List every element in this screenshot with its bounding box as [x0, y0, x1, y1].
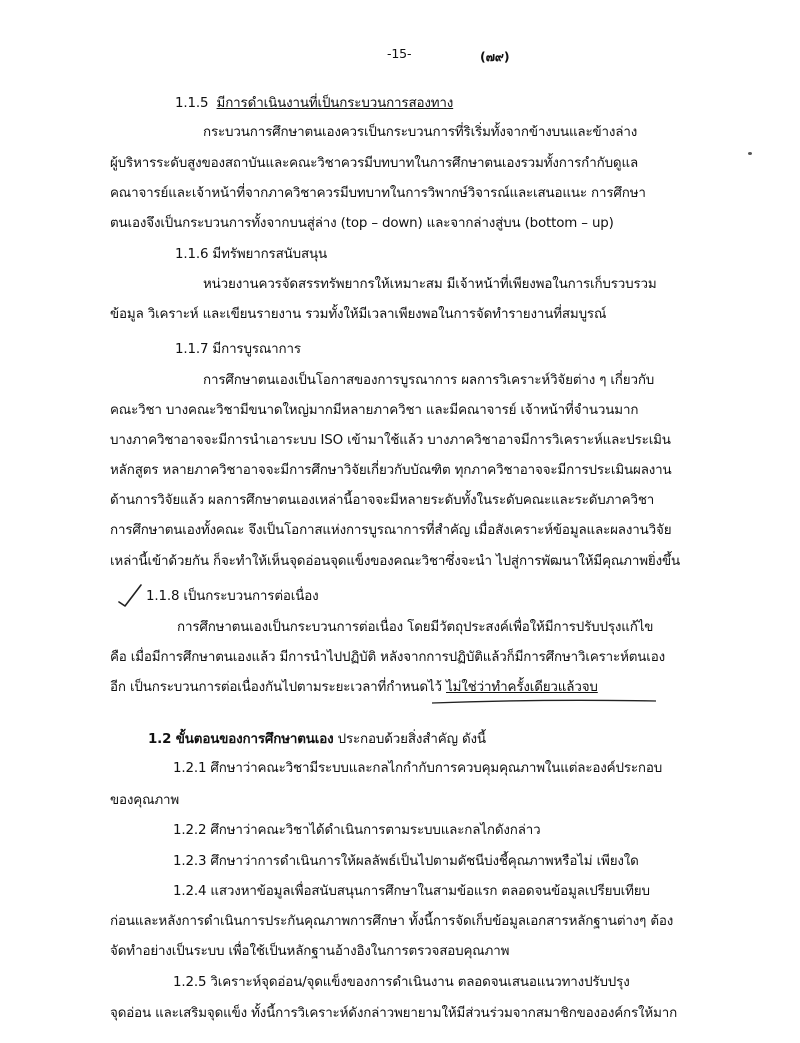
text-line [110, 679, 598, 697]
section-1-2-subtitle: ประกอบด้วยสิ่งสำคัญ ดังนี้ [333, 732, 486, 747]
section-1-2-heading [148, 731, 486, 749]
section-1-2-title: 1.2 ขั้นตอนของการศึกษาตนเอง [148, 732, 334, 747]
text-line: จัดทำอย่างเป็นระบบ เพื่อใช้เป็นหลักฐานอ้างอิงในการตรวจสอบคุณภาพ [110, 944, 510, 959]
text-line: การศึกษาตนเองเป็นกระบวนการต่อเนื่อง โดยมีวัตถุประสงค์เพื่อให้มีการปรับปรุงแก้ไข [177, 620, 654, 635]
text-line: 1.2.2 ศึกษาว่าคณะวิชาได้ดำเนินการตามระบบและกลไกดังกล่าว [173, 823, 541, 838]
text-line: การศึกษาตนเองเป็นโอกาสของการบูรณาการ ผลการวิเคราะห์วิจัยต่าง ๆ เกี่ยวกับ [203, 373, 655, 388]
text-line: คือ เมื่อมีการศึกษาตนเองแล้ว มีการนำไปปฏิบัติ หลังจากการปฏิบัติแล้วก็มีการศึกษาวิเคราะห์ตนเอง [110, 650, 666, 665]
text-line: กระบวนการศึกษาตนเองควรเป็นกระบวนการที่ริเริ่มทั้งจากข้างบนและข้างล่าง [203, 125, 638, 140]
text-line: ของคุณภาพ [110, 793, 180, 808]
text-line: ก่อนและหลังการดำเนินการประกันคุณภาพการศึกษา ทั้งนี้การจัดเก็บข้อมูลเอกสารหลักฐานต่างๆ ต้อง [110, 914, 674, 929]
thai-page-number: (๗๙) [480, 49, 510, 64]
section-title: มีการดำเนินงานที่เป็นกระบวนการสองทาง [216, 96, 454, 111]
text-line: 1.2.1 ศึกษาว่าคณะวิชามีระบบและกลไกกำกับการควบคุมคุณภาพในแต่ละองค์ประกอบ [173, 761, 663, 776]
section-1-1-5-heading [175, 95, 453, 113]
section-number: 1.1.5 [175, 96, 209, 111]
text-line: คณาจารย์และเจ้าหน้าที่จากภาควิชาควรมีบทบาทในการวิพากษ์วิจารณ์และเสนอแนะ การศึกษา [110, 186, 646, 201]
check-mark-icon [117, 582, 143, 608]
section-1-1-8-heading: 1.1.8 เป็นกระบวนการต่อเนื่อง [146, 589, 319, 604]
text-line: 1.2.5 วิเคราะห์จุดอ่อน/จุดแข็งของการดำเนินงาน ตลอดจนเสนอแนวทางปรับปรุง [173, 975, 630, 990]
text-line: เหล่านี้เข้าด้วยกัน ก็จะทำให้เห็นจุดอ่อนจุดแข็งของคณะวิชาซึ่งจะนำ ไปสู่การพัฒนาให้มีคุณภาพยิ่งขึ้น [110, 554, 680, 569]
scan-speck [748, 152, 752, 155]
text-line: คณะวิชา บางคณะวิชามีขนาดใหญ่มากมีหลายภาควิชา และมีคณาจารย์ เจ้าหน้าที่จำนวนมาก [110, 403, 639, 418]
text-line: ตนเองจึงเป็นกระบวนการทั้งจากบนสู่ล่าง (top – down) และจากล่างสู่บน (bottom – up) [110, 216, 614, 231]
text-line: ผู้บริหารระดับสูงของสถาบันและคณะวิชาควรมีบทบาทในการศึกษาตนเองรวมทั้งการกำกับดูแล [110, 156, 639, 171]
text-line: จุดอ่อน และเสริมจุดแข็ง ทั้งนี้การวิเคราะห์ดังกล่าวพยายามให้มีส่วนร่วมจากสมาชิกขององค์กรให้มาก [110, 1006, 678, 1021]
text-line: ด้านการวิจัยแล้ว ผลการศึกษาตนเองเหล่านี้อาจจะมีหลายระดับทั้งในระดับคณะและระดับภาควิชา [110, 493, 655, 508]
text-segment: อีก เป็นกระบวนการต่อเนื่องกันไปตามระยะเวลาที่กำหนดไว้ [110, 680, 446, 695]
section-1-1-7-heading: 1.1.7 มีการบูรณาการ [175, 342, 301, 357]
text-line: 1.2.3 ศึกษาว่าการดำเนินการให้ผลลัพธ์เป็นไปตามดัชนีบ่งชี้คุณภาพหรือไม่ เพียงใด [173, 854, 639, 869]
text-line: บางภาควิชาอาจจะมีการนำเอาระบบ ISO เข้ามาใช้แล้ว บางภาควิชาอาจมีการวิเคราะห์และประเมิน [110, 433, 671, 448]
handwritten-underline [430, 696, 660, 708]
text-line: หน่วยงานควรจัดสรรทรัพยากรให้เหมาะสม มีเจ้าหน้าที่เพียงพอในการเก็บรวบรวม [203, 277, 657, 292]
underlined-phrase: ไม่ใช่ว่าทำครั้งเดียวแล้วจบ [446, 680, 598, 695]
page-number: -15- [387, 46, 412, 61]
text-line: หลักสูตร หลายภาควิชาอาจจะมีการศึกษาวิจัยเกี่ยวกับบัณฑิต ทุกภาควิชาอาจจะมีการประเมินผลงาน [110, 463, 672, 478]
section-1-1-6-heading: 1.1.6 มีทรัพยากรสนับสนุน [175, 247, 327, 262]
text-line: 1.2.4 แสวงหาข้อมูลเพื่อสนับสนุนการศึกษาในสามข้อแรก ตลอดจนข้อมูลเปรียบเทียบ [173, 884, 650, 899]
text-line: การศึกษาตนเองทั้งคณะ จึงเป็นโอกาสแห่งการบูรณาการที่สำคัญ เมื่อสังเคราะห์ข้อมูลและผลงานวิจัย [110, 523, 672, 538]
text-line: ข้อมูล วิเคราะห์ และเขียนรายงาน รวมทั้งให้มีเวลาเพียงพอในการจัดทำรายงานที่สมบูรณ์ [110, 307, 607, 322]
